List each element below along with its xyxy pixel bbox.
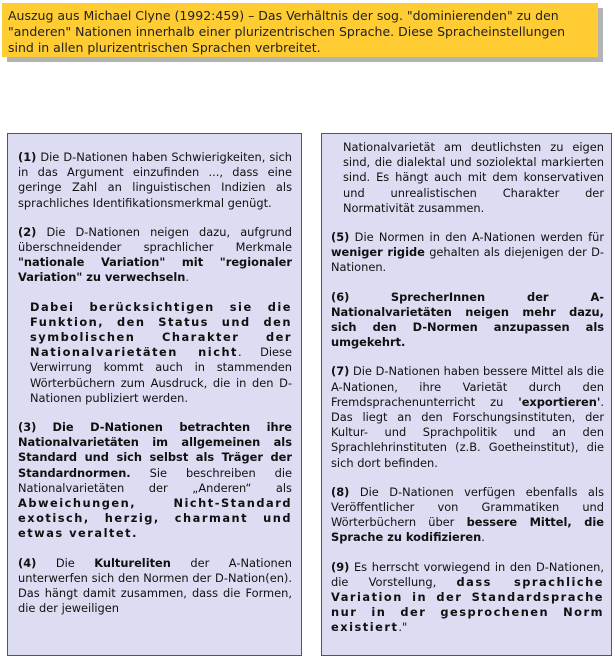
list-item: (6) SprecherInnen der A-Nationalvarietäten neigen mehr dazu, sich den D-Normen anzupassen als umgekehrt. [331,289,604,350]
left-column [7,133,302,656]
list-item: (9) Es herrscht vorwiegend in den D-Nationen, die Vorstellung, dass sprachliche Variation in der Standardsprache nur in der gesprochenen Norm existiert." [331,559,604,635]
list-item: (1) Die D-Nationen haben Schwierigkeiten, sich in das Argument einzufinden ..., dass eine geringe Zahl an linguistischen Indizien als sprachliches Identifikationsmerkmal genügt. [18,150,292,210]
list-item: (2) Die D-Nationen neigen dazu, aufgrund überschneidender sprachlicher Merkmale "nationale Variation" mit "regionaler Variation" zu verwechseln. [18,224,292,285]
list-item: (3) Die D-Nationen betrachten ihre Nationalvarietäten im allgemeinen als Standard und sich selbst als Träger der Standardnormen. Sie beschreiben die Nationalvarietäten der „Anderen“ als Abweichungen, Nicht-Standard exotisch, herzig, charmant und etwas veraltet. [18,420,293,541]
list-item-continuation: Dabei berücksichtigen sie die Funktion, den Status und den symbolischen Charakter der Nationalvarietäten nicht. Diese Verwirrung kommt auch in stammenden Wörterbüchern zum Ausdruck, die in den D-Nationen publiziert werden. [30,299,292,405]
list-item: (4) Die Kultureliten der A-Nationen unterwerfen sich den Normen der D-Nation(en). Das hängt damit zusammen, dass die Formen, die der jeweiligen [18,555,292,616]
list-item: (7) Die D-Nationen haben bessere Mittel als die A-Nationen, ihre Varietät durch den Fremdsprachenunterricht zu 'exportieren'. Das liegt an den Forschungsinstituten, der Kultur- und Sprachpolitik und an den Sprachlehrinstituten (z.B. Goetheinstitut), die sich dort befinden. [331,364,605,470]
citation-banner [2,3,598,57]
list-item: (8) Die D-Nationen verfügen ebenfalls als Veröffentlicher von Grammatiken und Wörterbüchern über bessere Mittel, die Sprache zu kodifizieren. [331,484,605,545]
banner-text: Auszug aus Michael Clyne (1992:459) – Das Verhältnis der sog. "dominierenden" zu den "anderen" Nationen innerhalb einer plurizentrischen Sprache. Diese Spracheinstellungen sind in allen plurizentrischen Sprachen verbreitet. [8,8,566,55]
list-item-continuation: Nationalvarietät am deutlichsten zu eigen sind, die dialektal und soziolektal markierten sind. Es hängt auch mit dem konservativen und unrealistischen Charakter der Normativität zusammen. [343,140,604,215]
list-item: (5) Die Normen in den A-Nationen werden für weniger rigide gehalten als diejenigen der D-Nationen. [331,230,605,275]
right-column [321,133,612,656]
